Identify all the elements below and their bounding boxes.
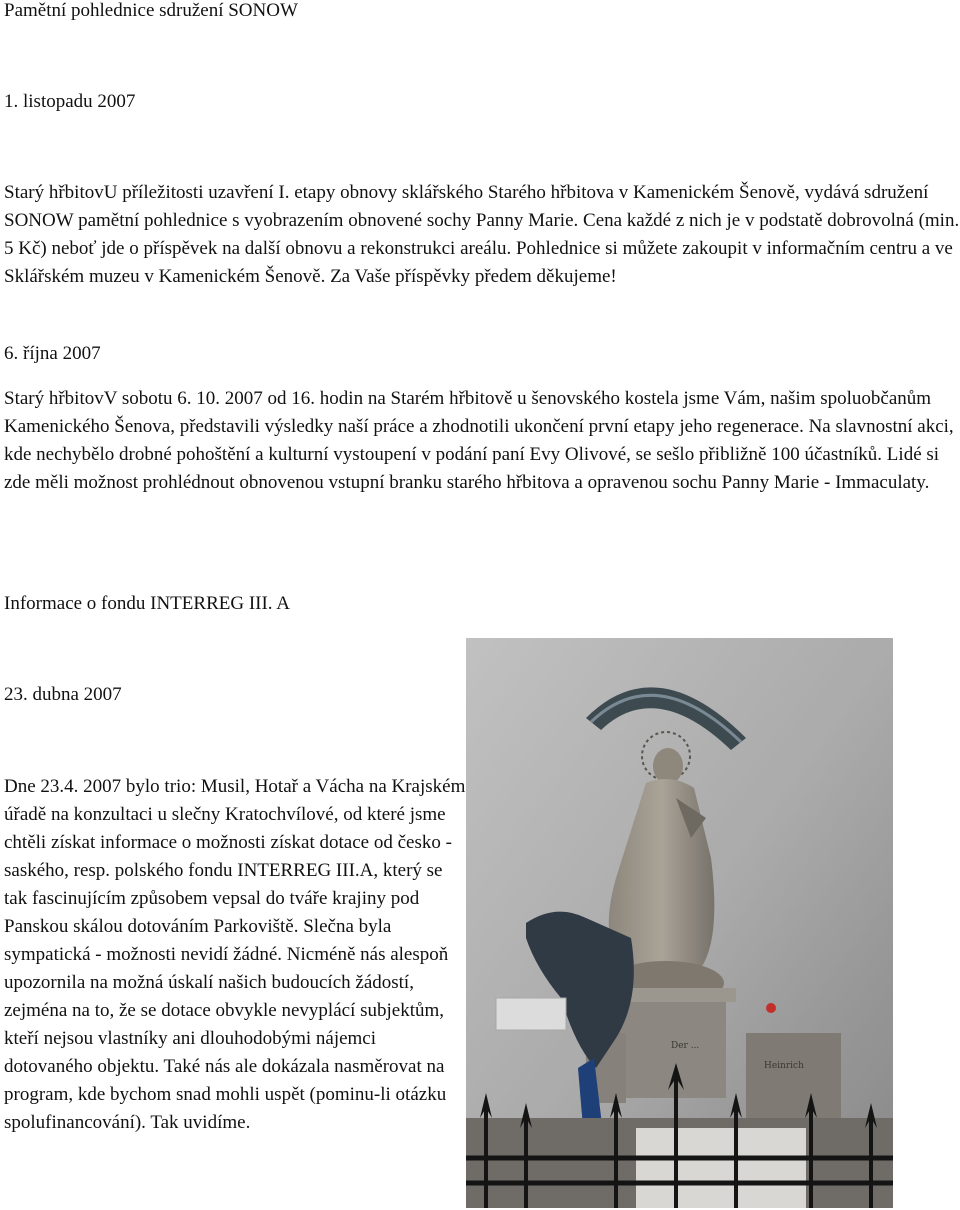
post-body: Dne 23.4. 2007 bylo trio: Musil, Hotař a Vácha na Krajském úřadě na konzultaci u slečny Kratochvílové, od které jsme chtěli získat informace o možnosti získat dotace od česko - saského, resp. polského fondu INTERREG III.A, který se tak fascinujícím způsobem vepsal do tváře krajiny pod Panskou skálou dotováním Parkoviště. Slečna byla sympatická - možnosti nevidí žádné. Nicméně nás alespoň upozornila na možná úskalí našich budoucích žádostí, zejména na to, že se dotace obvykle nevyplácí subjektům, kteří nejsou vlastníky ani dlouhodobými nájemci dotovaného objektu. Také nás ale dokázala nasměrovat na program, kde bychom snad mohli uspět (pominu-li otázku spolufinancování). Tak uvidíme. xyxy=(4,776,466,1133)
page-title: Pamětní pohlednice sdružení SONOW xyxy=(4,0,298,21)
plaque-text-right: Heinrich xyxy=(764,1061,804,1071)
post-date: 1. listopadu 2007 xyxy=(4,91,136,112)
post-body: Starý hřbitovV sobotu 6. 10. 2007 od 16. hodin na Starém hřbitově u šenovského kostela jsme Vám, našim spoluobčanům Kamenického Šenova, představili výsledky naší práce a zhodnotili ukončení první etapy jeho regenerace. Na slavnostní akci, kde nechybělo drobné pohoštění a kulturní vystoupení v podání paní Evy Olivové, se sešlo přibližně 100 účastníků. Lidé si zde měli možnost prohlédnout obnovenou vstupní branku starého hřbitova a opravenou sochu Panny Marie - Immaculaty. xyxy=(4,388,954,493)
section-heading: Informace o fondu INTERREG III. A xyxy=(4,593,290,614)
post-date: 23. dubna 2007 xyxy=(4,684,122,705)
post-body: Starý hřbitovU příležitosti uzavření I. etapy obnovy sklářského Starého hřbitova v Kamenickém Šenově, vydává sdružení SONOW pamětní pohlednice s vyobrazením obnovené sochy Panny Marie. Cena každé z nich je v podstatě dobrovolná (min. 5 Kč) neboť jde o příspěvek na další obnovu a rekonstrukci areálu. Pohlednice si můžete zakoupit v informačním centru a ve Sklářském muzeu v Kamenickém Šenově. Za Vaše příspěvky předem děkujeme! xyxy=(4,182,960,287)
post-date: 6. října 2007 xyxy=(4,343,101,364)
statue-photo xyxy=(466,638,893,1208)
plaque-text-left: Der ... xyxy=(671,1041,700,1051)
